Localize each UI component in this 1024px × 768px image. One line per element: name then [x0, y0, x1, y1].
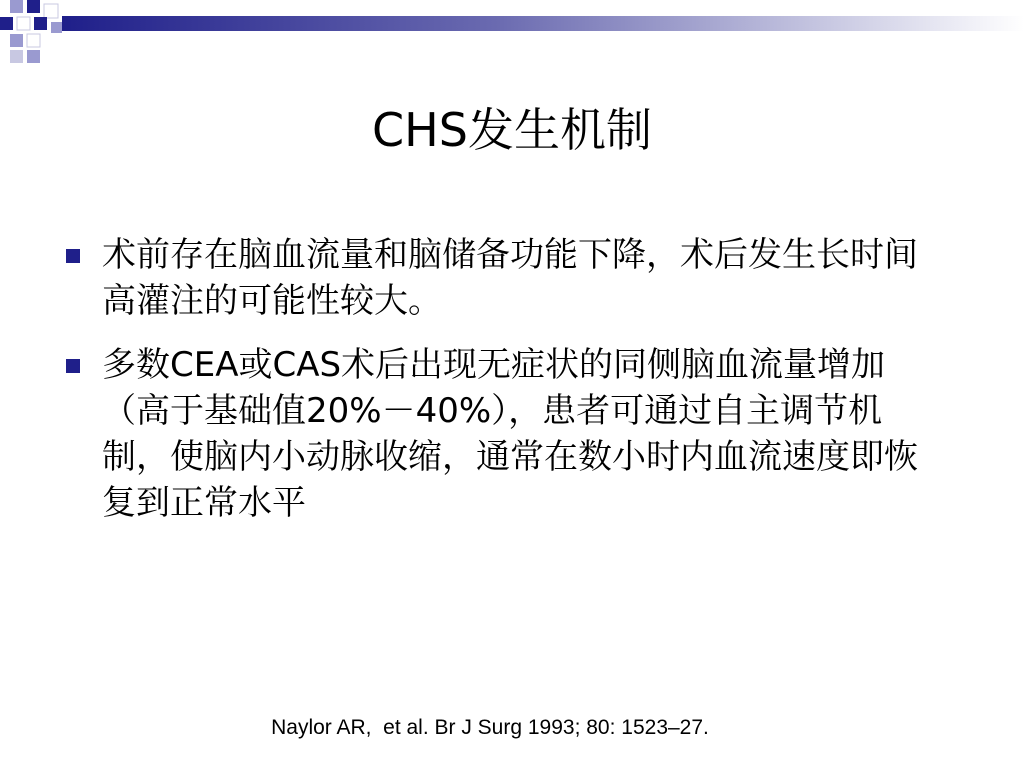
square-bullet-icon: [66, 249, 80, 263]
decor-square: [10, 34, 23, 47]
bullet-list: [60, 232, 940, 544]
bullet-text: 多数CEA或CAS术后出现无症状的同侧脑血流量增加（高于基础值20%－40%），患者可通过自主调节机制，使脑内小动脉收缩，通常在数小时内血流速度即恢复到正常水平: [102, 345, 918, 523]
decor-square: [0, 17, 13, 30]
square-bullet-icon: [66, 359, 80, 373]
decor-square: [17, 17, 30, 30]
bullet-item: [60, 232, 940, 324]
decor-square: [27, 34, 40, 47]
decor-square: [27, 50, 40, 63]
slide-title: CHS发生机制: [372, 103, 652, 157]
decor-square: [34, 17, 47, 30]
decor-square: [51, 22, 62, 33]
citation: Naylor AR, et al. Br J Surg 1993; 80: 1523–27.: [271, 716, 709, 739]
header-gradient-bar: [62, 16, 1024, 31]
decor-square: [10, 0, 23, 13]
header-decoration: [0, 0, 1024, 70]
bullet-text: 术前存在脑血流量和脑储备功能下降，术后发生长时间高灌注的可能性较大。: [102, 235, 918, 321]
decor-square: [44, 4, 58, 18]
bullet-item: [60, 342, 940, 526]
decor-square: [27, 0, 40, 13]
decor-square: [10, 50, 23, 63]
